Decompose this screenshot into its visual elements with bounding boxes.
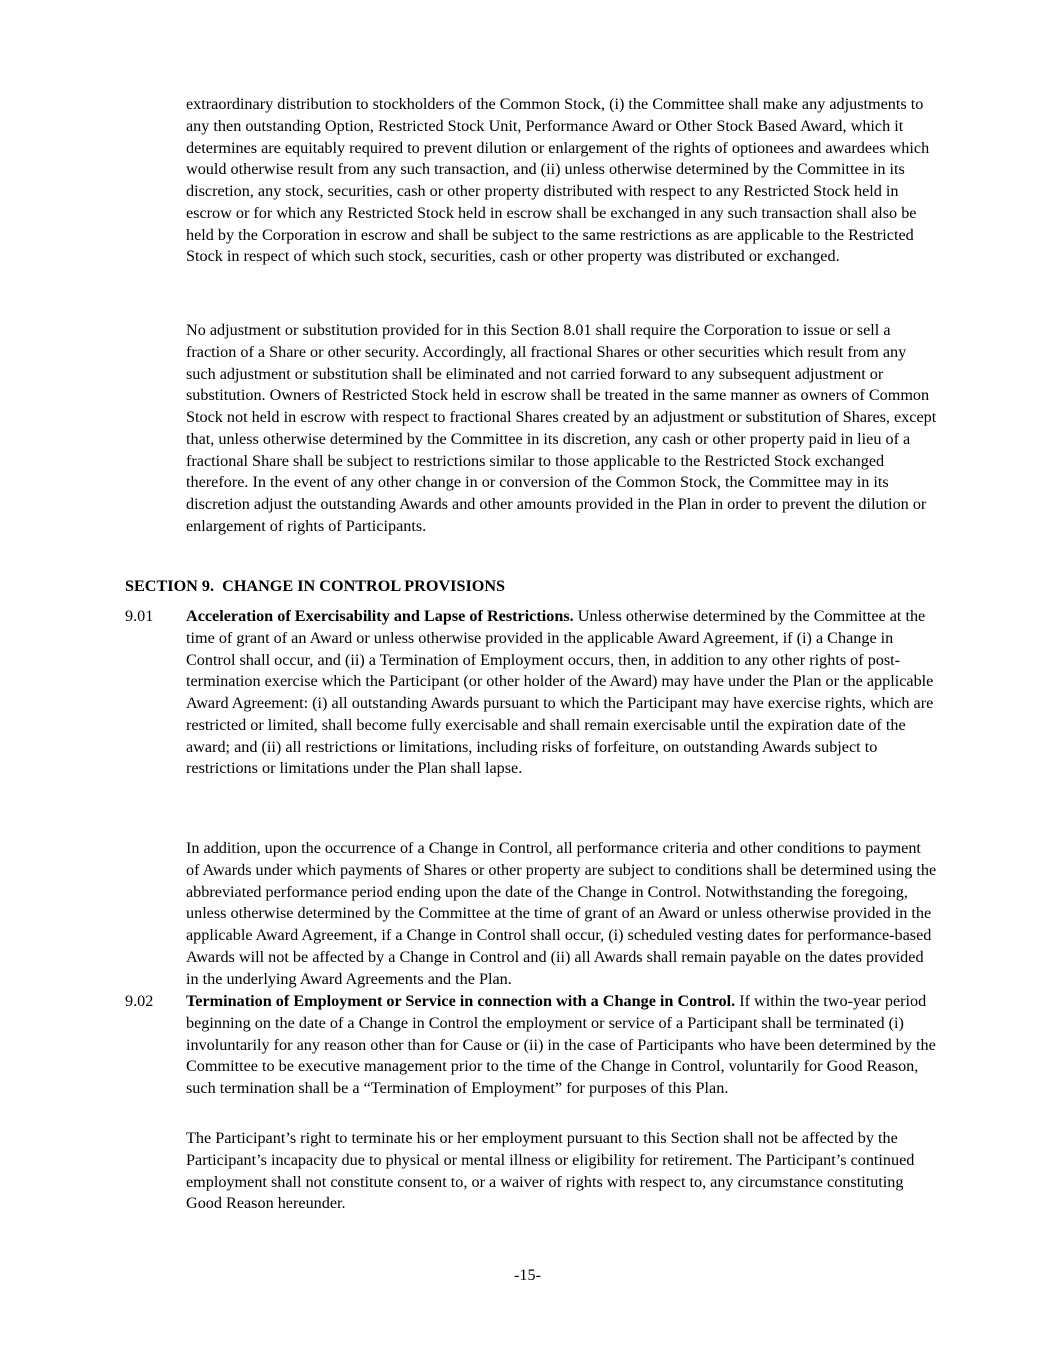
section-number: 9.01 (125, 607, 154, 625)
section-text: If within the two-year period beginning on the date of a Change in Control the employment or service of a Participant shall be terminated (i) involuntarily for any reason other than for Cause or (ii) in the case of Participants who have been determined by the Committee to be executive management prior to the time of the Change in Control, voluntarily for Good Reason, such termination shall be a “Termination of Employment” for purposes of this Plan. (186, 992, 936, 1097)
section-number: 9.02 (125, 992, 154, 1010)
section-title: Termination of Employment or Service in connection with a Change in Control. (186, 992, 736, 1010)
section-9-heading: SECTION 9. CHANGE IN CONTROL PROVISIONS (125, 577, 506, 595)
paragraph-extraordinary-distribution: extraordinary distribution to stockholders of the Common Stock, (i) the Committee shall make any adjustments to any then outstanding Option, Restricted Stock Unit, Performance Award or Other Stock Based Award, which it determines are equitably required to prevent dilution or enlargement of the rights of optionees and awardees which would otherwise result from any such transaction, and (ii) unless otherwise determined by the Committee in its discretion, any stock, securities, cash or other property distributed with respect to any Restricted Stock held in escrow or for which any Restricted Stock held in escrow shall be exchanged in any such transaction shall also be held by the Corporation in escrow and shall be subject to the same restrictions as are applicable to the Restricted Stock in respect of which such stock, securities, cash or other property was distributed or exchanged. (186, 95, 930, 266)
paragraph-performance-criteria: In addition, upon the occurrence of a Change in Control, all performance criteria and other conditions to payment of Awards under which payments of Shares or other property are subject to conditions shall be determined using the abbreviated performance period ending upon the date of the Change in Control. Notwithstanding the foregoing, unless otherwise determined by the Committee at the time of grant of an Award or unless otherwise provided in the applicable Award Agreement, if a Change in Control shall occur, (i) scheduled vesting dates for performance-based Awards will not be affected by a Change in Control and (ii) all Awards shall remain payable on the dates provided in the underlying Award Agreements and the Plan. (186, 839, 937, 988)
section-body (186, 991, 938, 1100)
paragraph-participant-right: The Participant’s right to terminate his or her employment pursuant to this Section shall not be affected by the Participant’s incapacity due to physical or mental illness or eligibility for retirement. The Participant’s continued employment shall not constitute consent to, or a waiver of rights with respect to, any circumstance constituting Good Reason hereunder. (186, 1129, 915, 1213)
section-text: Unless otherwise determined by the Committee at the time of grant of an Award or unless otherwise provided in the applicable Award Agreement, if (i) a Change in Control shall occur, and (ii) a Termination of Employment occurs, then, in addition to any other rights of post-termination exercise which the Participant (or other holder of the Award) may have under the Plan or the applicable Award Agreement: (i) all outstanding Awards pursuant to which the Participant may have exercise rights, which are restricted or limited, shall become fully exercisable and shall remain exercisable until the expiration date of the award; and (ii) all restrictions or limitations, including risks of forfeiture, on outstanding Awards subject to restrictions or limitations under the Plan shall lapse. (186, 607, 934, 778)
paragraph-fractional-shares: No adjustment or substitution provided for in this Section 8.01 shall require the Corporation to issue or sell a fraction of a Share or other security. Accordingly, all fractional Shares or other securities which result from any such adjustment or substitution shall be eliminated and not carried forward to any subsequent adjustment or substitution. Owners of Restricted Stock held in escrow shall be treated in the same manner as owners of Common Stock not held in escrow with respect to fractional Shares created by an adjustment or substitution of Shares, except that, unless otherwise determined by the Committee in its discretion, any cash or other property paid in lieu of a fractional Share shall be subject to restrictions similar to those applicable to the Restricted Stock exchanged therefore. In the event of any other change in or conversion of the Common Stock, the Committee may in its discretion adjust the outstanding Awards and other amounts provided in the Plan in order to prevent the dilution or enlargement of rights of Participants. (186, 321, 937, 535)
section-body (186, 606, 938, 780)
section-title: Acceleration of Exercisability and Lapse of Restrictions. (186, 607, 574, 625)
page-number: -15- (514, 1266, 541, 1284)
